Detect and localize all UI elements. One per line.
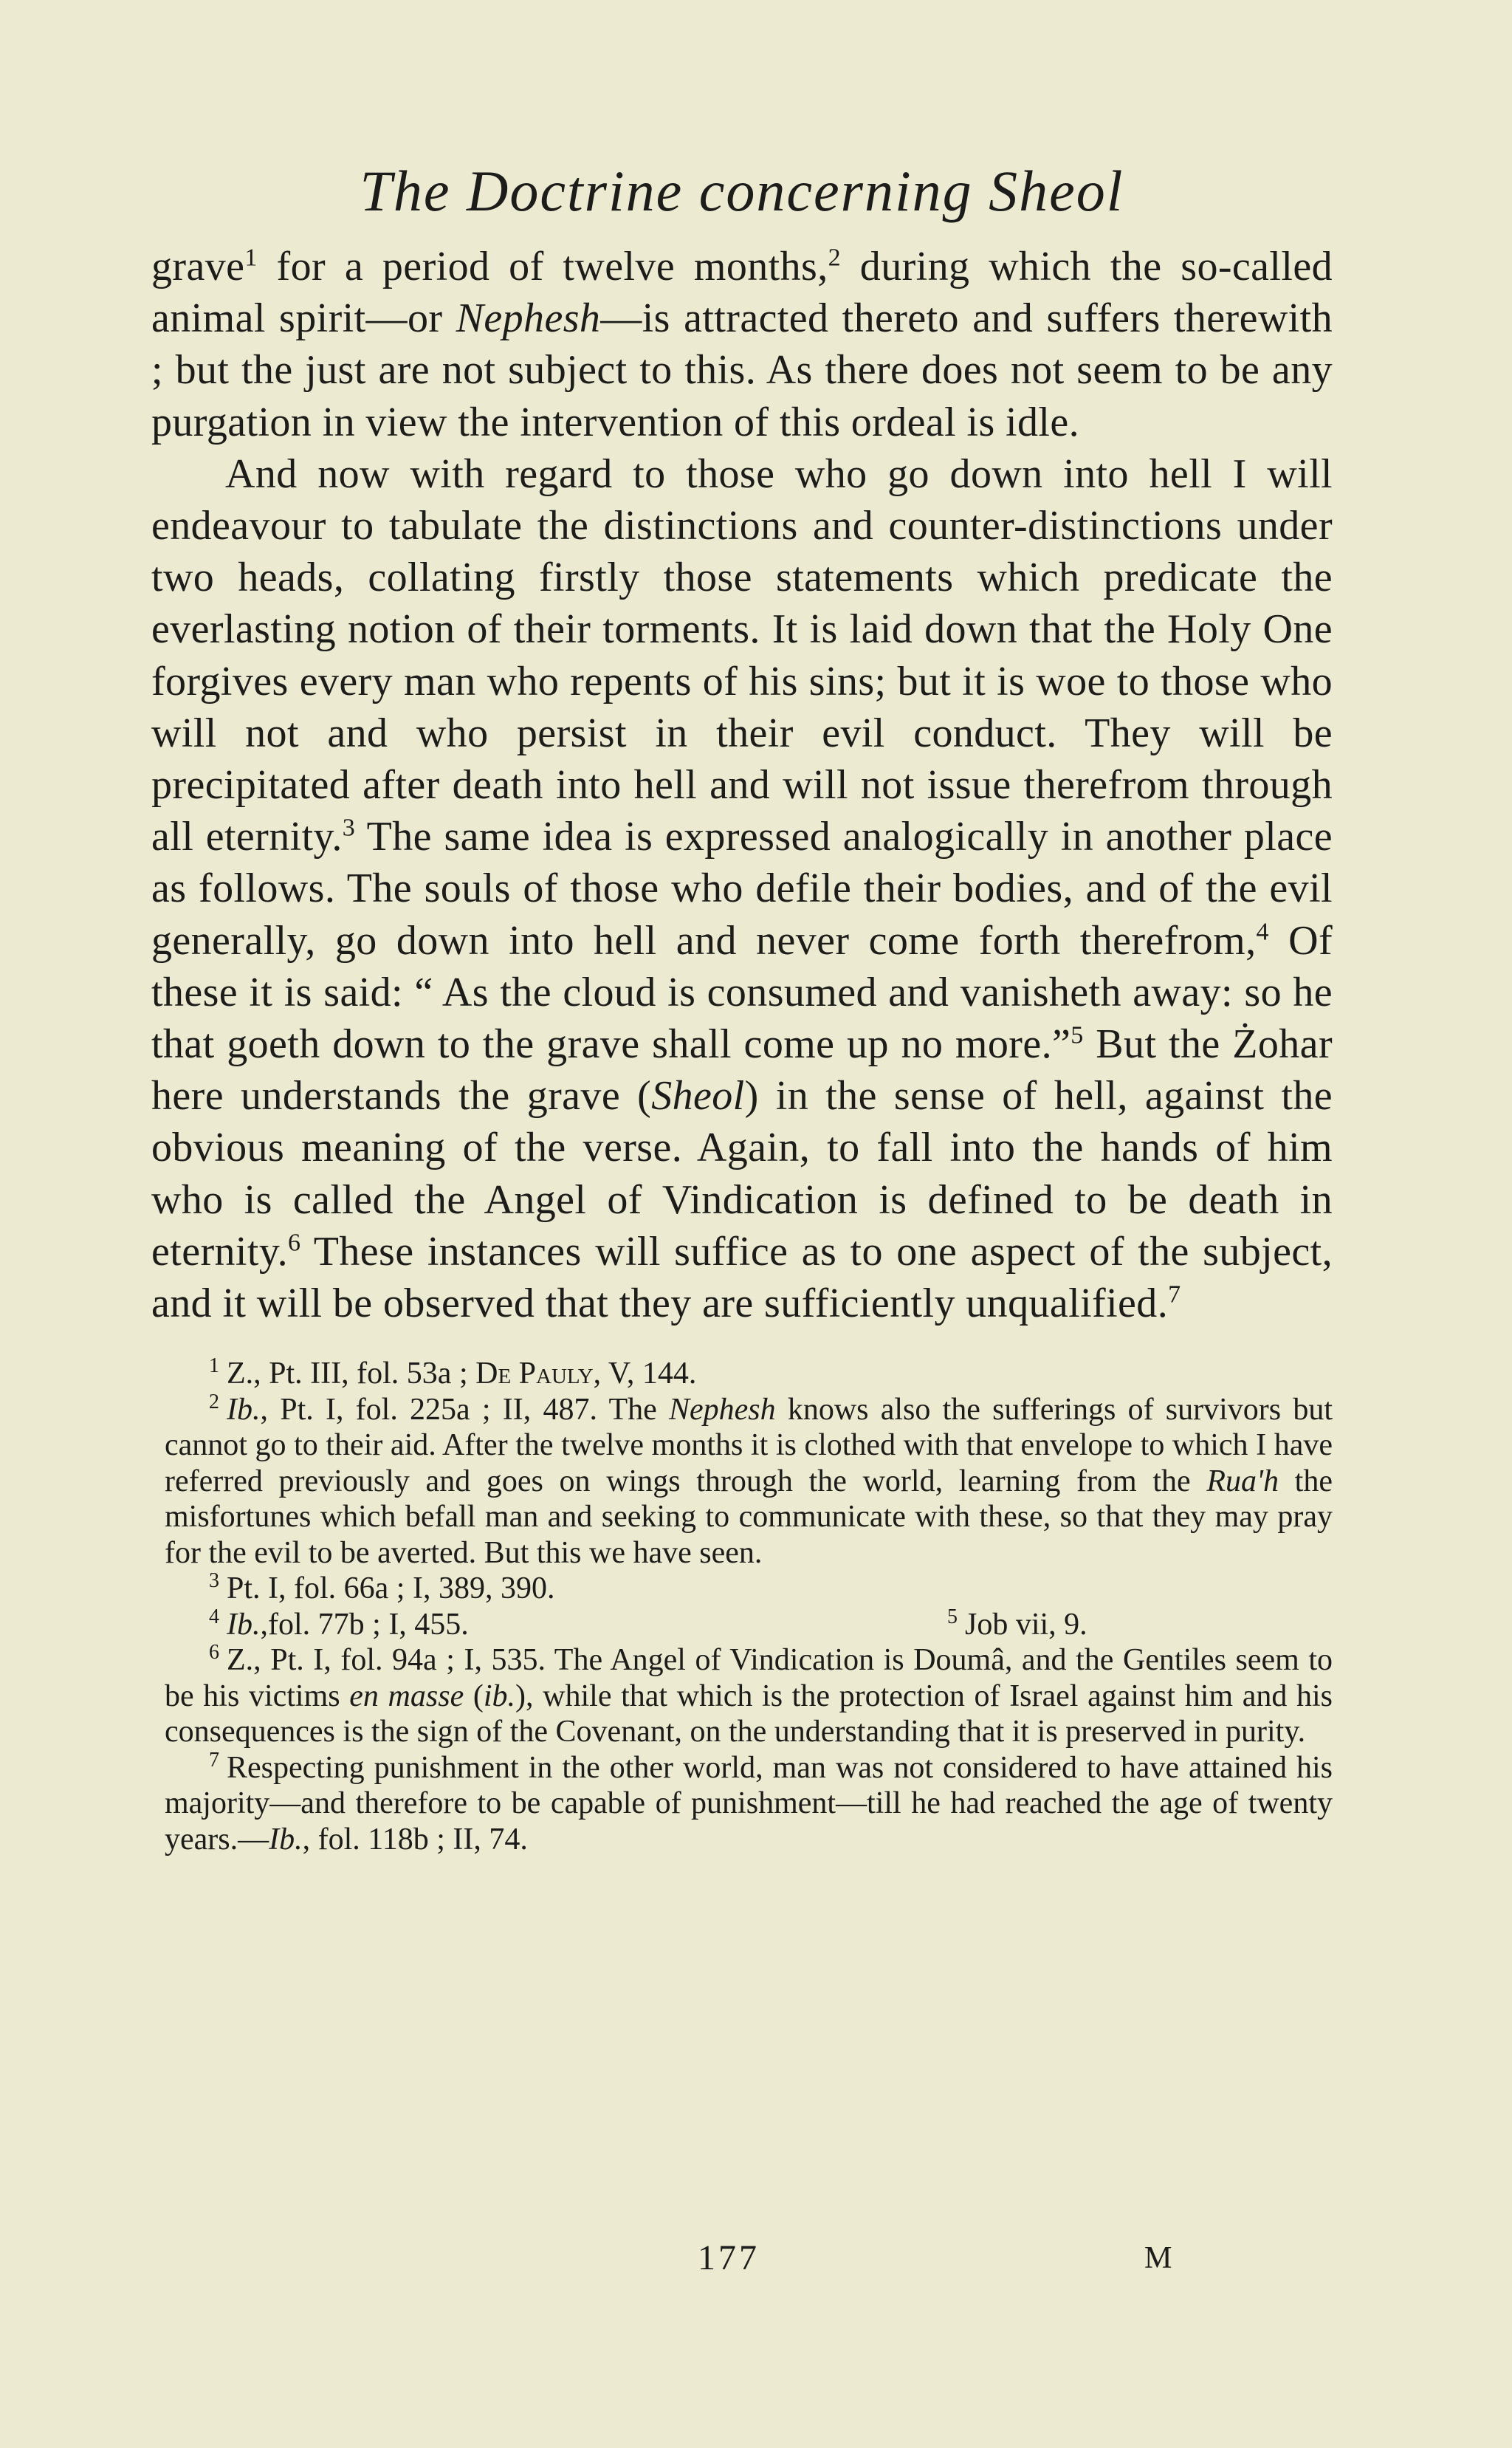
footnote-text: Z., Pt. III, fol. 53a ;: [227, 1357, 476, 1391]
body-text: [151, 241, 1333, 1329]
footnote-author: De Pauly: [475, 1357, 594, 1391]
footnote-number: 2: [209, 1390, 219, 1413]
text-run: during which the so-called animal spirit—or: [151, 244, 1333, 342]
footnote-text: Respecting punishment in the other world, man was not considered to have attained his majority—and therefore to be capable of punishment—till he had reached the age of twenty years.—: [165, 1750, 1333, 1856]
footnote-reference: 5: [1071, 1021, 1084, 1049]
italic-term: Sheol: [651, 1073, 745, 1120]
footnote-text: Z., Pt. I, fol. 94a ; I, 535. The Angel of Vindication is Doumâ, and the Gentiles seem to be his victims: [165, 1643, 1333, 1713]
footnote-text: Job vii, 9.: [965, 1607, 1087, 1642]
footnote-reference: 1: [244, 244, 258, 272]
footnote-6: [165, 1642, 1333, 1750]
footnote-number: 5: [947, 1605, 958, 1628]
footnote-term: Rua'h: [1206, 1464, 1279, 1498]
footnote-2: [165, 1392, 1333, 1571]
page-number: 177: [698, 2238, 760, 2277]
footnote-ibid: Ib.: [227, 1607, 261, 1642]
text-run: These instances will suffice as to one aspect of the subject, and it will be observed that they are sufficiently unqualified.: [151, 1228, 1333, 1327]
footnote-ibid: Ib.: [269, 1822, 303, 1856]
footnote-text: ,fol. 77b ; I, 455.: [260, 1607, 469, 1642]
footnote-text: Pt. I, fol. 66a ; I, 389, 390.: [227, 1571, 555, 1606]
page-footer: [151, 2238, 1333, 2282]
footnote-text: (: [464, 1679, 484, 1713]
footnote-text: the misfortunes which befall man and seeking to communicate with these, so that they may pray for the evil to be averted. But this we have seen.: [165, 1464, 1333, 1570]
body-paragraph: [151, 241, 1333, 448]
footnote-reference: 3: [342, 814, 356, 842]
footnote-1: [165, 1356, 1333, 1392]
footnote-reference: 6: [288, 1229, 301, 1257]
footnote-number: 7: [209, 1748, 219, 1772]
footnote-number: 1: [209, 1354, 219, 1378]
footnote-text: , V, 144.: [593, 1357, 697, 1391]
footnote-reference: 7: [1168, 1280, 1181, 1309]
footnote-reference: 4: [1256, 917, 1269, 945]
signature-mark: M: [1144, 2241, 1172, 2275]
footnote-number: 3: [209, 1569, 219, 1593]
footnote-term: en masse: [349, 1679, 464, 1713]
footnote-text: , fol. 118b ; II, 74.: [302, 1822, 528, 1856]
footnotes: [151, 1356, 1333, 1857]
footnote-ibid: ib.: [483, 1679, 516, 1713]
footnote-text: knows also the sufferings of survivors but cannot go to their aid. After the twelve months it is clothed with that envelope to which I have referred previously and goes on wings through the world, learning from the: [165, 1392, 1333, 1498]
footnote-ibid: Ib.: [227, 1392, 261, 1427]
text-run: —is attracted thereto and suffers therewith ; but the just are not subject to this. As there does not seem to be any purgation in view the intervention of this ordeal is idle.: [151, 295, 1333, 445]
text-run: Of these it is said: “ As the cloud is consumed and vanisheth away: so he that goeth down to the grave shall come up no more.”: [151, 917, 1333, 1068]
text-run: ) in the sense of hell, against the obvious meaning of the verse. Again, to fall into the hands of him who is called the Angel of Vindication is defined to be death in eternity.: [151, 1073, 1333, 1275]
footnote-text: , Pt. I, fol. 225a ; II, 487. The: [260, 1392, 669, 1427]
footnote-3: [165, 1571, 1333, 1607]
footnote-reference: 2: [828, 244, 841, 272]
text-run: for a period of twelve months,: [257, 244, 828, 289]
body-paragraph: [151, 448, 1333, 1329]
footnote-number: 4: [209, 1605, 219, 1628]
text-run: But the Żohar here understands the grave (: [151, 1021, 1333, 1120]
italic-term: Nephesh: [456, 295, 601, 342]
footnote-number: 6: [209, 1641, 219, 1664]
book-page: [151, 159, 1333, 1857]
text-run: grave: [151, 244, 245, 289]
footnote-7: [165, 1750, 1333, 1858]
footnote-4: [165, 1607, 947, 1643]
running-head: The Doctrine concerning Sheol: [360, 159, 1124, 223]
footnote-5: [947, 1607, 1333, 1643]
footnote-row-4-5: [165, 1607, 1333, 1643]
text-run: And now with regard to those who go down into hell I will endeavour to tabulate the distinctions and counter-distinctions under two heads, collating firstly those statements which predicate the everlasting notion of their torments. It is laid down that the Holy One forgives every man who repents of his sins; but it is woe to those who will not and who persist in their evil conduct. They will be precipitated after death into hell and will not issue therefrom through all eternity.: [151, 450, 1333, 860]
footnote-term: Nephesh: [668, 1392, 776, 1427]
text-run: The same idea is expressed analogically in another place as follows. The souls of those who defile their bodies, and of the evil generally, go down into hell and never come forth therefrom,: [151, 814, 1333, 964]
footnote-text: ), while that which is the protection of Israel against him and his consequences is the sign of the Covenant, on the understanding that it is preserved in purity.: [165, 1679, 1333, 1749]
